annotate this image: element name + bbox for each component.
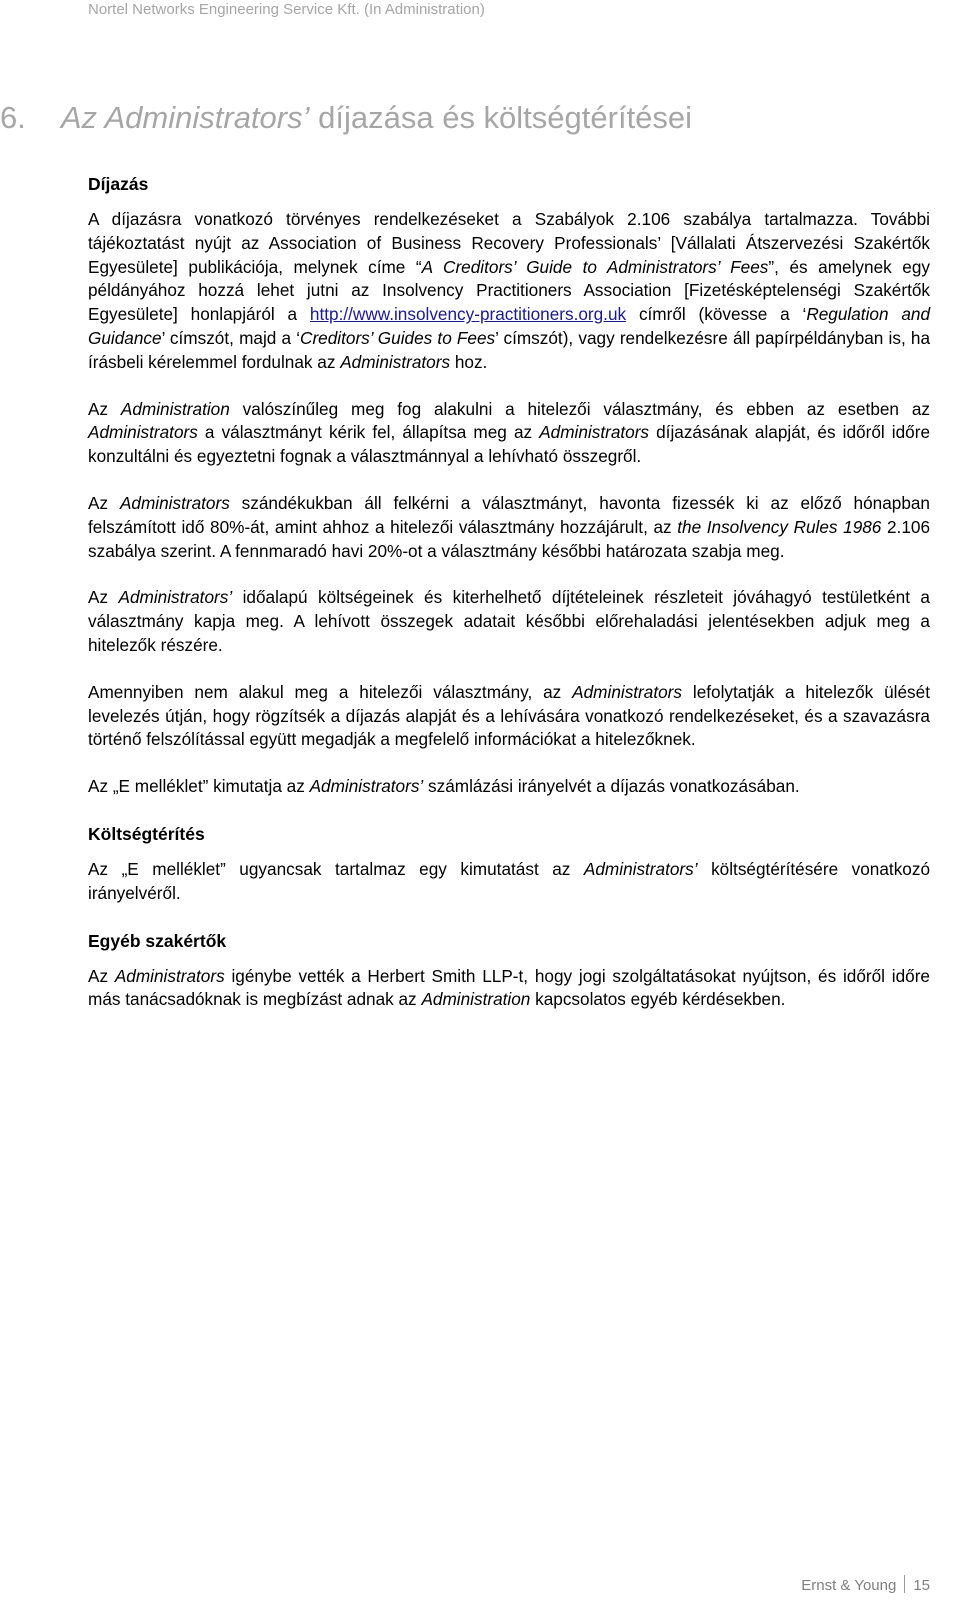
text: kapcsolatos egyéb kérdésekben. xyxy=(530,989,786,1010)
text: Az xyxy=(88,492,120,513)
italic-text: Administrators xyxy=(119,492,230,513)
heading-dijazas: Díjazás xyxy=(88,174,149,194)
page-number: 15 xyxy=(913,1577,930,1594)
italic-text: Regulation and Guidance xyxy=(88,304,930,348)
text: igénybe vették a Herbert Smith LLP-t, hogy jogi szolgáltatásokat nyújtson, és időről időre más tanácsadóknak is megbízást adnak az xyxy=(88,965,930,1010)
text: valószínűleg meg fog alakulni a hitelezői választmány, és ebben az esetben az xyxy=(229,398,930,419)
paragraph-expenses xyxy=(88,858,930,906)
paragraph-no-committee xyxy=(88,681,930,752)
italic-text: Administrators xyxy=(340,351,451,372)
paragraph-time-costs xyxy=(88,586,930,657)
text: Amennyiben nem alakul meg a hitelezői választmány, az xyxy=(88,681,573,702)
section-title xyxy=(0,98,692,138)
text: címről (kövesse a ‘ xyxy=(626,304,807,325)
running-header: Nortel Networks Engineering Service Kft. (In Administration) xyxy=(88,1,485,18)
text: A díjazásra vonatkozó törvényes rendelkezéseket a Szabályok 2.106 szabálya tartalmazza. További tájékoztatást nyújt az Association of Business Recovery Professionals’ [Vállalati Átszervezési Szakértők Egyesülete] publikációja, melynek címe “ xyxy=(88,209,930,277)
italic-text: Administrators’ xyxy=(309,776,424,797)
paragraph-appendix-e xyxy=(88,775,930,799)
text: időalapú költségeinek és kiterhelhető díjtételeinek részleteit jóváhagyó testületként a választmány kapja meg. A lehívott összegek adatait későbbi előrehaladási jelentésekben adjuk meg a hitelezők részére. xyxy=(88,587,930,655)
italic-text: Administrators xyxy=(572,681,682,702)
text: ”, és amelynek egy példányához hozzá lehet jutni az Insolvency Practitioners Association [Fizetésképtelenségi Szakértők Egyesülete] honlapjáról a xyxy=(88,256,930,325)
italic-text: Creditors’ Guides to Fees xyxy=(300,327,496,348)
paragraph-fee-rules xyxy=(88,208,930,375)
text: Az „E melléklet” kimutatja az xyxy=(88,776,310,797)
paragraph-monthly-payment xyxy=(88,492,930,563)
text: Az xyxy=(88,587,119,608)
section-title-rest: díjazása és költségtérítései xyxy=(318,100,693,135)
italic-text: Administrators xyxy=(88,422,198,443)
text: Az „E melléklet” ugyancsak tartalmaz egy kimutatást az xyxy=(88,858,584,879)
italic-text: the Insolvency Rules 1986 xyxy=(677,516,882,537)
italic-text: Administrators xyxy=(539,422,650,443)
text: a választmányt kérik fel, állapítsa meg az xyxy=(197,422,540,443)
text: hoz. xyxy=(450,351,488,372)
section-title-italic: Az Administrators’ xyxy=(60,100,310,135)
italic-text: Administrators xyxy=(114,965,225,986)
heading-egyeb-szakertok: Egyéb szakértők xyxy=(88,930,227,951)
heading-koltsegtorites: Költségtérítés xyxy=(88,823,205,844)
italic-text: Administration xyxy=(120,398,230,419)
text: számlázási irányelvét a díjazás vonatkozásában. xyxy=(423,776,800,797)
document-body xyxy=(88,172,930,1035)
text: Az xyxy=(88,398,121,419)
text: költségtérítésére vonatkozó irányelvéről. xyxy=(88,858,931,903)
footer-company: Ernst & Young xyxy=(801,1577,897,1594)
text: szándékukban áll felkérni a választmányt, havonta fizessék ki az előző hónapban felszámított idő 80%-át, amint ahhoz a hitelezői választmány hozzájárult, az xyxy=(88,492,930,537)
paragraph-other-advisors xyxy=(88,965,930,1013)
text: lefolytatják a hitelezők ülését levelezés útján, hogy rögzítsék a díjazás alapját és a lehívására vonatkozó rendelkezéseket, és a szavazásra történő felszólítással együtt megadják a megfelelő információkat a hitelezőknek. xyxy=(88,681,930,750)
italic-text: Administration xyxy=(421,989,531,1010)
text: ’ címszót), vagy rendelkezésre áll papírpéldányban is, ha írásbeli kérelemmel fordulnak az xyxy=(88,327,931,372)
text: 2.106 szabálya szerint. A fennmaradó havi 20%-ot a választmány későbbi határozata szabja meg. xyxy=(88,516,931,561)
text: díjazásának alapját, és időről időre konzultálni és egyeztetni fognak a választmánnyal a lehívható összegről. xyxy=(88,422,930,467)
text: ’ címszót, majd a ‘ xyxy=(161,327,301,348)
footer-divider xyxy=(904,1575,905,1593)
section-number: 6. xyxy=(0,100,26,135)
paragraph-committee xyxy=(88,398,930,469)
text: Az xyxy=(88,965,115,986)
page-footer xyxy=(801,1575,930,1596)
italic-text: A Creditors’ Guide to Administrators’ Fees xyxy=(421,256,769,277)
italic-text: Administrators’ xyxy=(118,587,233,608)
italic-text: Administrators’ xyxy=(583,858,698,879)
ipa-website-link[interactable]: http://www.insolvency-practitioners.org.uk xyxy=(309,304,627,325)
